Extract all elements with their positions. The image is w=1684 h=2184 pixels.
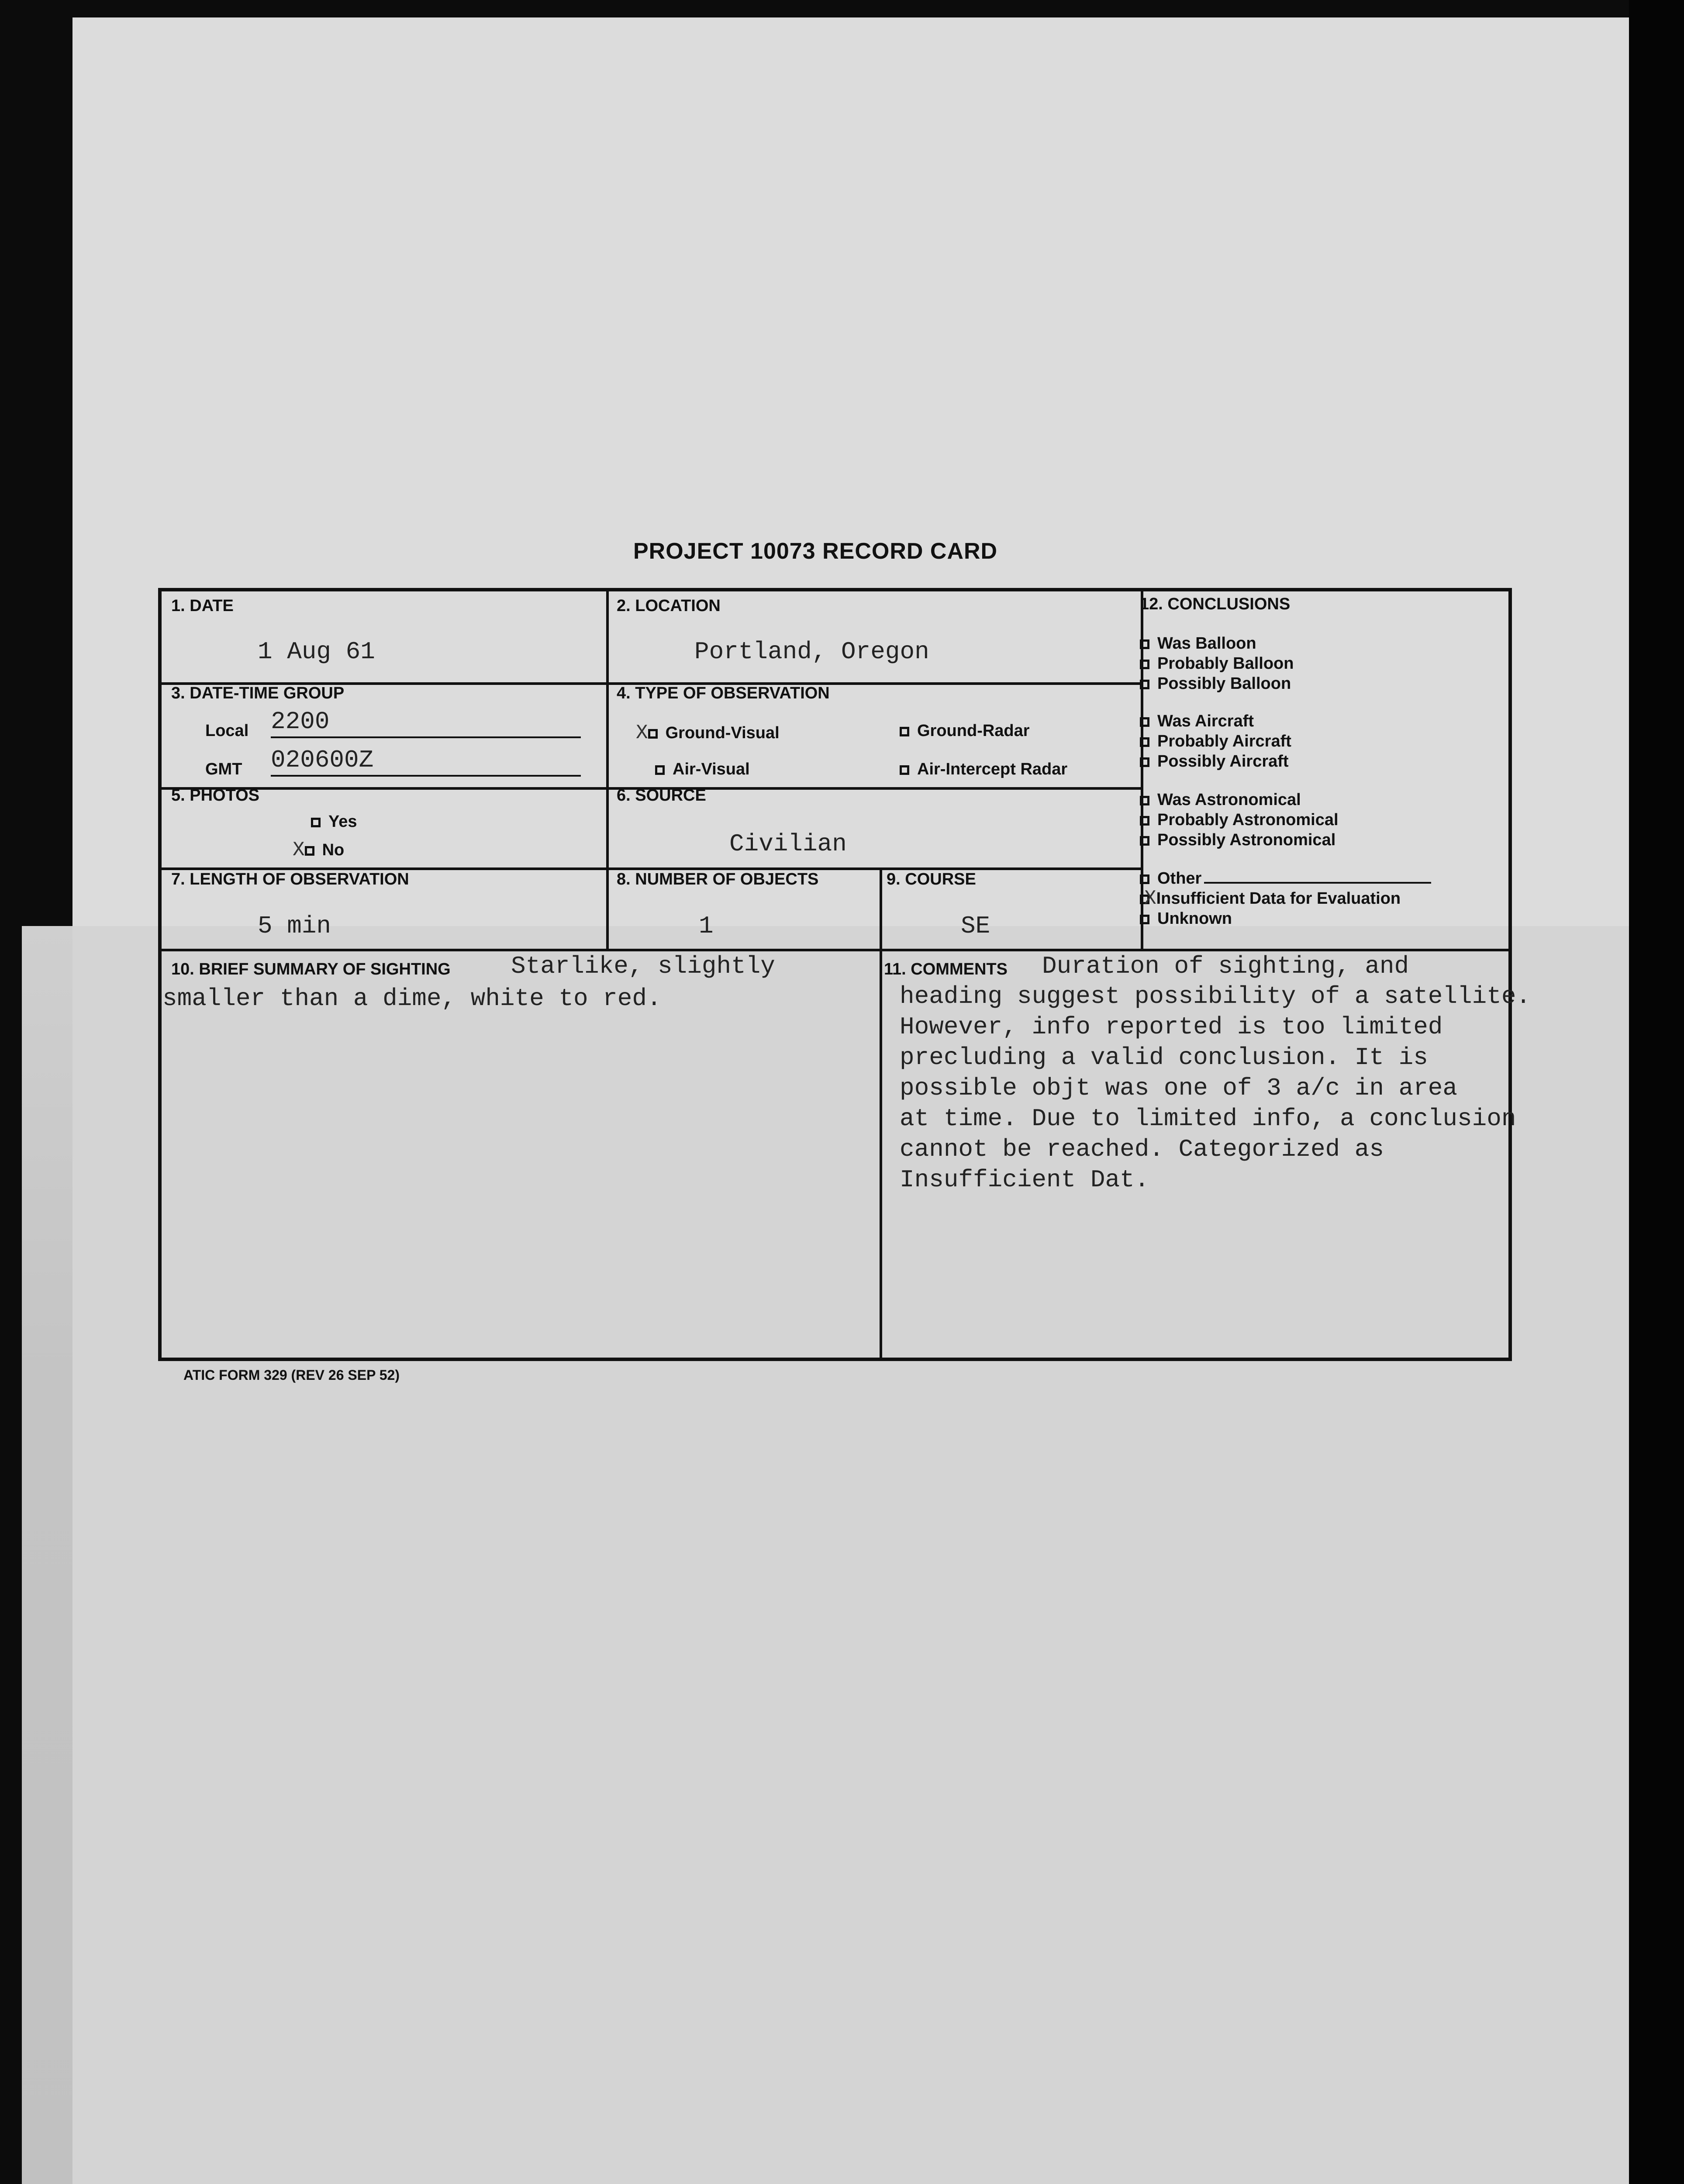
checkbox-icon[interactable] <box>1140 915 1149 924</box>
source-value: Civilian <box>729 830 847 858</box>
option-label: No <box>322 841 345 859</box>
checkbox-icon[interactable] <box>311 818 321 827</box>
conclusions-label: 12. CONCLUSIONS <box>1140 595 1291 613</box>
photos-yes <box>311 812 357 831</box>
checkbox-icon[interactable] <box>1140 660 1149 669</box>
comments-line-1: Duration of sighting, and <box>1042 952 1409 980</box>
divider <box>880 867 882 1358</box>
gmt-underline <box>271 775 581 777</box>
option-was-astronomical <box>1140 790 1339 810</box>
checkbox-icon[interactable] <box>900 765 909 775</box>
objects-value: 1 <box>699 912 714 940</box>
other-underline <box>1204 882 1431 884</box>
option-was-aircraft <box>1140 711 1291 731</box>
checked-x-mark: X <box>293 839 305 861</box>
photos-label: 5. PHOTOS <box>171 786 260 805</box>
summary-label: 10. BRIEF SUMMARY OF SIGHTING <box>171 960 451 978</box>
observation-type-label: 4. TYPE OF OBSERVATION <box>617 684 830 702</box>
option-label: Air-Visual <box>673 760 750 778</box>
conclusions-other-group <box>1140 868 1431 929</box>
option-ground-radar <box>900 722 1030 740</box>
option-insufficient-data <box>1140 888 1431 909</box>
option-probably-aircraft <box>1140 731 1291 751</box>
option-label: Unknown <box>1157 909 1232 928</box>
photos-no <box>293 839 344 861</box>
checkbox-icon[interactable] <box>1140 737 1149 747</box>
option-unknown <box>1140 909 1431 929</box>
source-label: 6. SOURCE <box>617 786 706 805</box>
course-value: SE <box>961 912 990 940</box>
checkbox-icon[interactable] <box>1140 836 1149 846</box>
checkbox-icon[interactable] <box>655 765 665 775</box>
checkbox-icon[interactable] <box>305 846 314 856</box>
option-possibly-astronomical <box>1140 830 1339 850</box>
option-label: Possibly Balloon <box>1157 674 1291 693</box>
gmt-label: GMT <box>205 760 242 778</box>
local-underline <box>271 736 581 738</box>
checkbox-icon[interactable] <box>1140 717 1149 727</box>
option-probably-balloon <box>1140 653 1294 674</box>
option-label: Probably Aircraft <box>1157 732 1291 750</box>
option-label: Probably Astronomical <box>1157 811 1339 829</box>
gmt-value: 020600Z <box>271 746 374 774</box>
conclusions-astronomical-group <box>1140 790 1339 850</box>
comments-body: heading suggest possibility of a satellite. However, info reported is too limited precluding a valid conclusion. It is possible objt was one of 3 a/c in area at time. Due to limited info, a conclusion cannot be reached. Categorized as Insufficient Dat. <box>900 982 1531 1194</box>
checkbox-icon[interactable] <box>1140 816 1149 826</box>
checkbox-icon[interactable] <box>1140 757 1149 767</box>
date-label: 1. DATE <box>171 597 234 615</box>
option-was-balloon <box>1140 633 1294 653</box>
option-other <box>1140 868 1431 888</box>
option-label: Possibly Astronomical <box>1157 831 1336 849</box>
option-air-visual <box>655 760 750 779</box>
option-label: Was Astronomical <box>1157 791 1301 809</box>
option-label: Was Balloon <box>1157 634 1256 653</box>
local-value: 2200 <box>271 708 330 736</box>
option-label: Air-Intercept Radar <box>917 760 1068 778</box>
checkbox-icon[interactable] <box>1140 874 1149 884</box>
option-label: Other <box>1157 869 1202 888</box>
checked-x-mark: X <box>1144 887 1156 910</box>
option-possibly-aircraft <box>1140 751 1291 771</box>
comments-label: 11. COMMENTS <box>884 960 1008 978</box>
course-label: 9. COURSE <box>887 870 976 888</box>
checkbox-icon[interactable] <box>900 727 909 736</box>
location-label: 2. LOCATION <box>617 597 721 615</box>
local-label: Local <box>205 722 249 740</box>
summary-line-2: smaller than a dime, white to red. <box>162 985 662 1013</box>
checked-x-mark: X <box>636 722 648 744</box>
card-title: PROJECT 10073 RECORD CARD <box>633 539 998 564</box>
scan-edge <box>1629 0 1684 2184</box>
conclusions-aircraft-group <box>1140 711 1291 771</box>
length-label: 7. LENGTH OF OBSERVATION <box>171 870 409 888</box>
divider <box>606 591 609 949</box>
option-label: Was Aircraft <box>1157 712 1254 730</box>
option-label: Ground-Visual <box>665 724 780 742</box>
checkbox-icon[interactable] <box>1140 796 1149 805</box>
option-probably-astronomical <box>1140 810 1339 830</box>
option-air-intercept <box>900 760 1067 779</box>
option-label: Yes <box>328 812 357 831</box>
length-value: 5 min <box>258 912 331 940</box>
option-label: Probably Balloon <box>1157 654 1294 673</box>
divider <box>162 949 1508 951</box>
conclusions-balloon-group <box>1140 633 1294 694</box>
date-value: 1 Aug 61 <box>258 638 375 666</box>
option-label: Ground-Radar <box>917 722 1030 740</box>
option-label: Possibly Aircraft <box>1157 752 1289 771</box>
location-value: Portland, Oregon <box>694 638 929 666</box>
checkbox-icon[interactable] <box>1140 639 1149 649</box>
checkbox-icon[interactable] <box>1140 680 1149 689</box>
option-label: Insufficient Data for Evaluation <box>1156 889 1401 908</box>
option-possibly-balloon <box>1140 674 1294 694</box>
dtg-label: 3. DATE-TIME GROUP <box>171 684 345 702</box>
objects-label: 8. NUMBER OF OBJECTS <box>617 870 819 888</box>
summary-line-1: Starlike, slightly <box>511 952 775 980</box>
option-ground-visual <box>636 722 780 744</box>
form-number: ATIC FORM 329 (REV 26 SEP 52) <box>183 1367 400 1383</box>
checkbox-icon[interactable] <box>648 729 658 739</box>
